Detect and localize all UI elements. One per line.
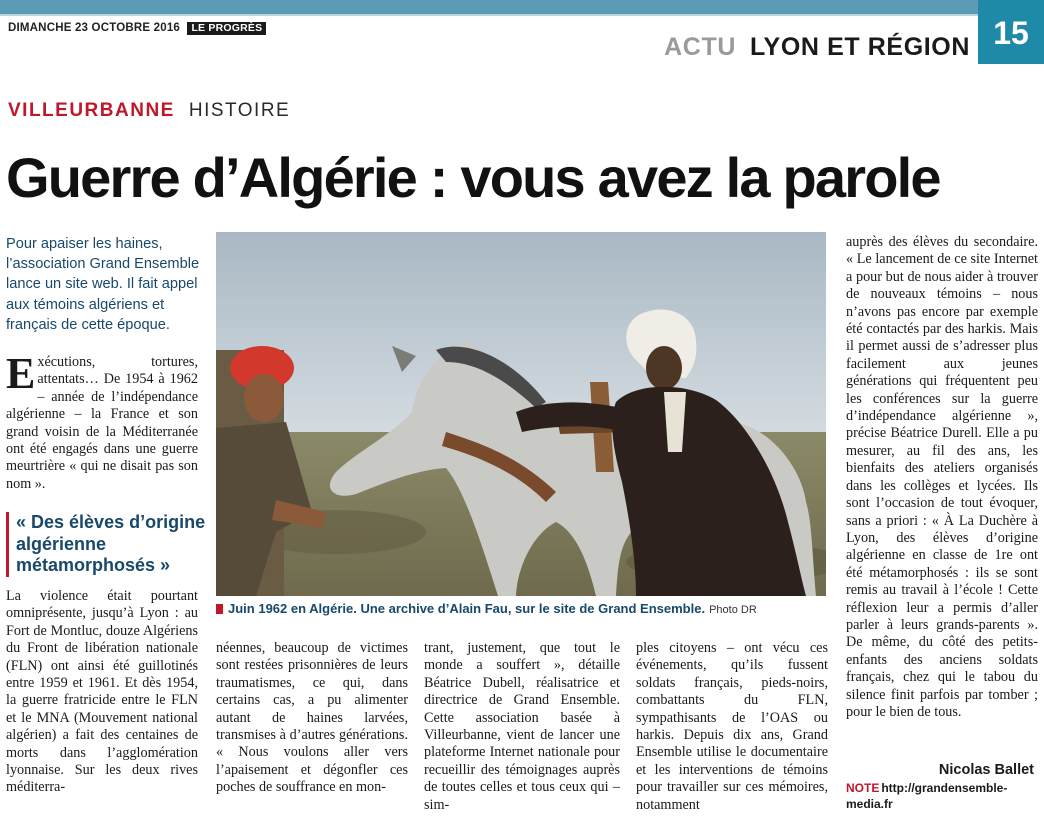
- photo-image: [216, 232, 826, 596]
- photo-caption: [216, 601, 828, 618]
- header-rule: [0, 14, 978, 16]
- kicker-city: VILLEURBANNE: [8, 100, 175, 121]
- column-2: néennes, beaucoup de victimes sont restées prisonnières de leurs traumatismes, ce qui, dans certains cas, a pu alimenter autant de haines larvées, transmises à d’autres générations. « Nous voulons aller vers l’apaisement et dégonfler ces poches de souffrance en mon-: [216, 640, 408, 796]
- section-actu: ACTU: [664, 33, 736, 61]
- newspaper-logo: LE PROGRÈS: [187, 22, 266, 35]
- caption-marker-icon: [216, 604, 223, 614]
- pull-quote: « Des élèves d’origine algérienne métamorphosés »: [6, 512, 206, 577]
- drop-cap: E: [6, 349, 36, 398]
- column-1-lead: [6, 349, 198, 493]
- date-text: DIMANCHE 23 OCTOBRE 2016: [8, 22, 181, 34]
- column-1-lead-text: xécutions, tortures, attentats… De 1954 à 1962 – année de l’indépendance algérienne – la France et son grand voisin de la Méditerranée ont été engagés dans une guerre meurtrière « qui ne disait pas son nom ».: [6, 354, 198, 492]
- header-color-bar: [0, 0, 978, 14]
- column-4: ples citoyens – ont vécu ces événements, qu’ils fussent soldats français, pieds-noirs, combattants du FLN, sympathisants de l’OAS ou harkis. Depuis dix ans, Grand Ensemble utilise le documentaire et les interventions de témoins pour travailler sur ces mémoires, notamment: [636, 640, 828, 813]
- column-5: auprès des élèves du secondaire. « Le lancement de ce site Internet a pour but de nous aider à trouver de nouveaux témoins – nous n’avons pas encore par exemple été contactés par des harkis. Mais il permet aussi de s’adresser plus facilement aux jeunes générations qui fréquentent peu les conférences sur la guerre d’indépendance algérienne », précise Béatrice Durell. Elle a pu mesurer, au fil des ans, les bienfaits des ateliers organisés dans les collèges et lycées. Ils sont l’occasion de tout évoquer, sans a priori : « À La Duchère à Lyon, des élèves d’origine algérienne en classe de 1re ont été métamorphosés : ils se sont remis au travail à l’école ! Cette réflexion leur a permis d’aller parler à leurs grands-parents ». De même, du côté des petits-enfants des anciens soldats français, chez qui le tabou du silence finit parfois par tomber ; pour le bien de tous.: [846, 234, 1038, 720]
- column-3: trant, justement, que tout le monde a souffert », détaille Béatrice Dubell, réalisatrice et directrice de Grand Ensemble. Cette association basée à Villeurbanne, vient de lancer une plateforme Internet nationale pour recueillir des témoignages auprès de toutes celles et tous ceux qui – sim-: [424, 640, 620, 813]
- caption-text: Juin 1962 en Algérie. Une archive d’Alain Fau, sur le site de Grand Ensemble.: [228, 601, 706, 616]
- photo-credit: Photo DR: [709, 604, 757, 616]
- article-standfirst: Pour apaiser les haines, l’association Grand Ensemble lance un site web. Il fait appel aux témoins algériens et français de cette époque.: [6, 236, 200, 333]
- section-header: [664, 33, 970, 62]
- author-byline: Nicolas Ballet: [938, 762, 1034, 778]
- article-photo: [216, 232, 826, 596]
- page-number: 15: [978, 0, 1044, 64]
- column-1-body: La violence était pourtant omniprésente, jusqu’à Lyon : au Fort de Montluc, douze Algériens du Front de libération nationale (FLN) ont ainsi été guillotinés entre 1959 et 1961. Et dès 1954, la guerre fratricide entre le FLN et le MNA (Mouvement national algérien) a fait des centaines de morts dans l’agglomération lyonnaise. Sur les deux rives méditerra-: [6, 588, 198, 796]
- article-headline: Guerre d’Algérie : vous avez la parole: [6, 146, 940, 209]
- note-link[interactable]: http://grandensemble-media.fr: [846, 781, 1008, 811]
- issue-date: [8, 22, 266, 35]
- note-label: NOTE: [846, 781, 880, 795]
- article-note: [846, 780, 1036, 812]
- kicker-theme: HISTOIRE: [188, 100, 291, 121]
- kicker: [8, 100, 290, 122]
- section-region: LYON ET RÉGION: [749, 33, 970, 61]
